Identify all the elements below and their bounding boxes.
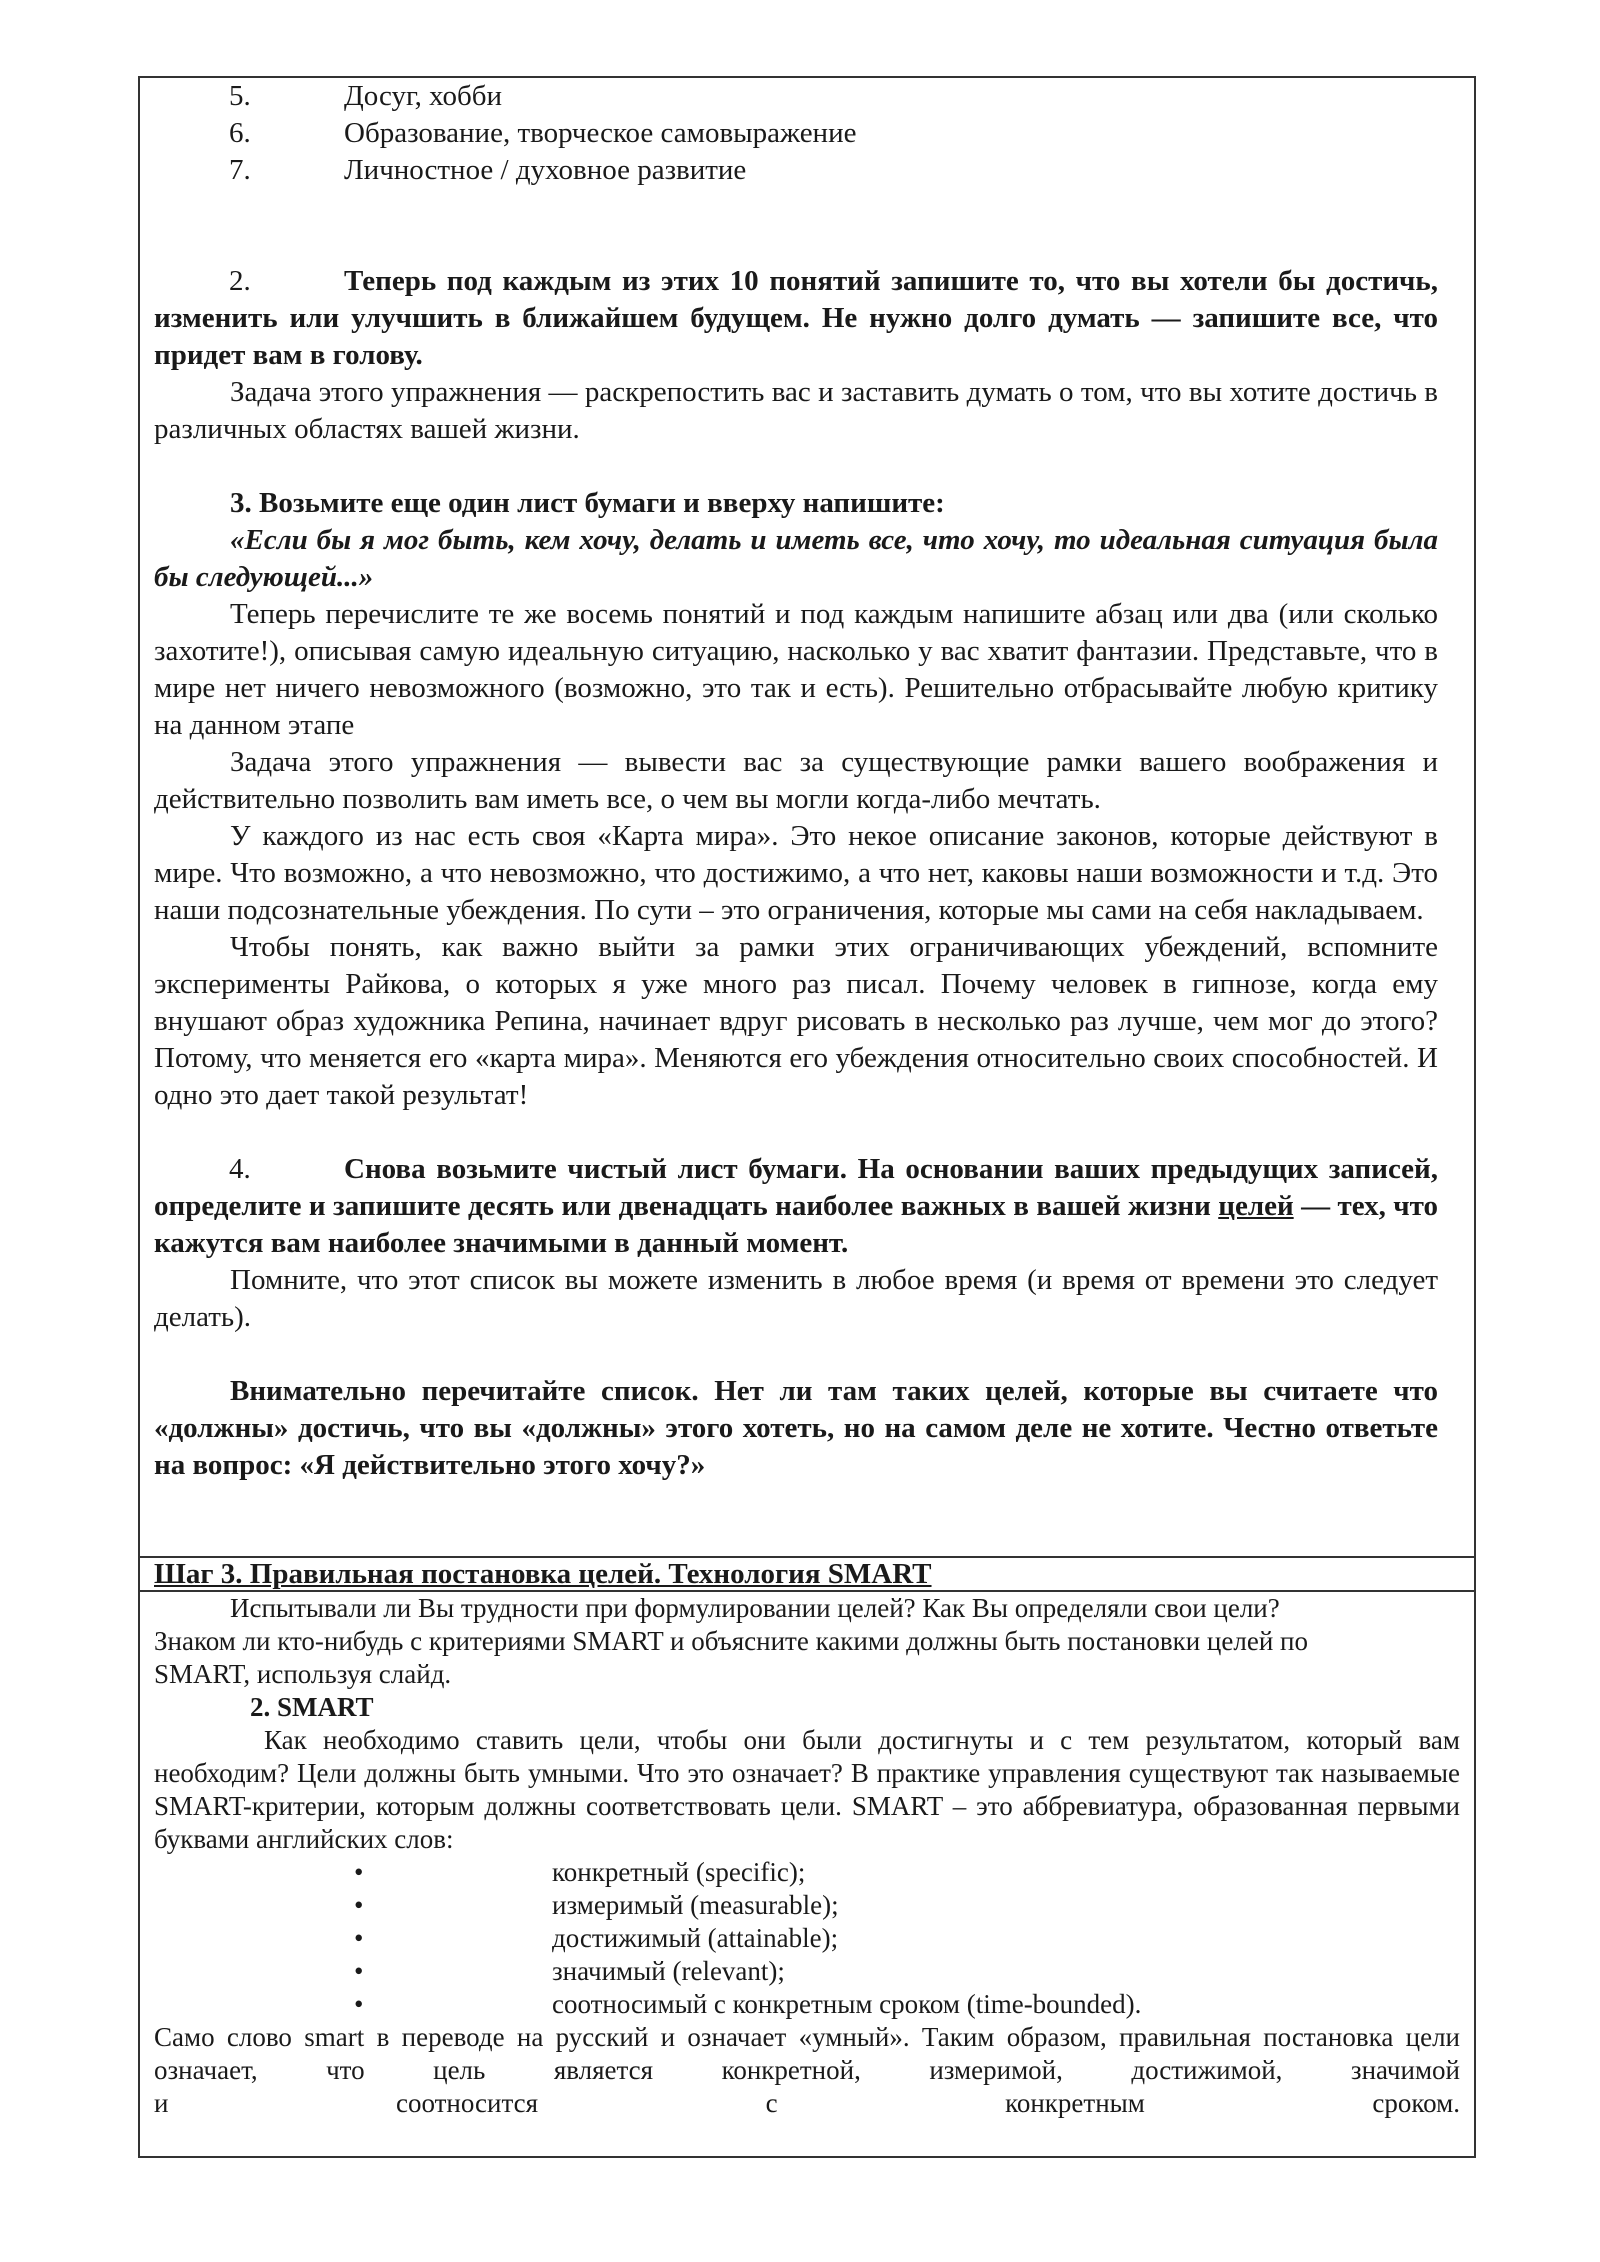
- step-3-paragraph-2: Задача этого упражнения — вывести вас за существующие рамки вашего воображения и действительно позволить вам иметь все, о чем вы могли когда-либо мечтать.: [154, 746, 1438, 815]
- bullet-text: измеримый (measurable);: [552, 1890, 839, 1920]
- step-2-paragraph: Задача этого упражнения — раскрепостить вас и заставить думать о том, что вы хотите достичь в различных областях вашей жизни.: [154, 376, 1438, 445]
- list-item: [154, 1988, 1460, 2021]
- list-number: 7.: [229, 154, 251, 186]
- step-3-paragraph-3: У каждого из нас есть своя «Карта мира». Это некое описание законов, которые действуют в мире. Что возможно, а что невозможно, что достижимо, а что нет, каковы наши возможности и т.д. Это наши подсознательные убеждения. По сути – это ограничения, которые мы сами на себя накладываем.: [154, 820, 1438, 926]
- closing-word: соотносится: [396, 2088, 539, 2118]
- smart-subheading: 2. SMART: [250, 1692, 374, 1722]
- step-3-heading: 3. Возьмите еще один лист бумаги и вверху напишите:: [230, 487, 945, 519]
- final-question: Внимательно перечитайте список. Нет ли там таких целей, которые вы считаете что «должны» достичь, что вы «должны» этого хотеть, но на самом деле не хотите. Честно ответьте на вопрос: «Я действительно этого хочу?»: [154, 1375, 1438, 1481]
- list-item: [154, 78, 1438, 115]
- step-4-instruction: [154, 1151, 1438, 1262]
- bullet-text: значимый (relevant);: [552, 1956, 785, 1986]
- bullet-icon: •: [354, 1857, 364, 1887]
- bullet-text: соотносимый с конкретным сроком (time-bounded).: [552, 1989, 1142, 2019]
- list-number: 6.: [229, 117, 251, 149]
- bullet-icon: •: [354, 1989, 364, 2019]
- bullet-text: достижимый (attainable);: [552, 1923, 839, 1953]
- closing-word: с: [765, 2088, 778, 2118]
- step-number: 2.: [229, 265, 251, 297]
- smart-paragraph: Как необходимо ставить цели, чтобы они были достигнуты и с тем результатом, который вам необходим? Цели должны быть умными. Что это означает? В практике управления существуют так называемые SMART-критерии, которым должны соответствовать цели. SMART – это аббревиатура, образованная первыми буквами английских слов:: [154, 1725, 1460, 1854]
- document-frame: [138, 76, 1476, 2158]
- bullet-icon: •: [354, 1923, 364, 1953]
- step-number: 4.: [229, 1153, 251, 1185]
- step-4-paragraph: Помните, что этот список вы можете изменить в любое время (и время от времени это следует делать).: [154, 1264, 1438, 1333]
- list-number: 5.: [229, 80, 251, 112]
- step-3-quote: «Если бы я мог быть, кем хочу, делать и иметь все, что хочу, то идеальная ситуация была бы следующей...»: [154, 524, 1438, 593]
- bullet-text: конкретный (specific);: [552, 1857, 806, 1887]
- smart-closing: Само слово smart в переводе на русский и означает «умный». Таким образом, правильная постановка цели означает, что цель является конкретной, измеримой, достижимой, значимой: [154, 2022, 1460, 2085]
- closing-word: и: [154, 2088, 169, 2118]
- step-2-text: Теперь под каждым из этих 10 понятий запишите то, что вы хотели бы достичь, изменить или улучшить в ближайшем будущем. Не нужно долго думать — запишите все, что придет вам в голову.: [154, 265, 1438, 371]
- bullet-icon: •: [354, 1956, 364, 1986]
- list-item: [154, 152, 1438, 189]
- smart-section: [140, 1592, 1474, 2156]
- smart-intro: Испытывали ли Вы трудности при формулировании целей? Как Вы определяли свои цели? Знаком ли кто-нибудь с критериями SMART и объясните какими должны быть постановки целей по SMART, используя слайд.: [154, 1593, 1308, 1689]
- closing-word: конкретным: [1005, 2088, 1145, 2118]
- list-item: [154, 1955, 1460, 1988]
- list-text: Личностное / духовное развитие: [344, 154, 747, 186]
- step-4-text-b: — тех, что кажутся вам наиболее значимыми в данный момент.: [154, 1190, 1438, 1259]
- list-item: [154, 1856, 1460, 1889]
- bullet-icon: •: [354, 1890, 364, 1920]
- list-item: [154, 115, 1438, 152]
- closing-word: сроком.: [1372, 2088, 1460, 2118]
- smart-closing-last-line: [154, 2087, 1460, 2120]
- list-item: [154, 1889, 1460, 1922]
- step-4-text-a: Снова возьмите чистый лист бумаги. На основании ваших предыдущих записей, определите и запишите десять или двенадцать наиболее важных в вашей жизни: [154, 1153, 1438, 1222]
- list-item: [154, 1922, 1460, 1955]
- list-text: Образование, творческое самовыражение: [344, 117, 857, 149]
- step-3-paragraph-4: Чтобы понять, как важно выйти за рамки этих ограничивающих убеждений, вспомните эксперименты Райкова, о которых я уже много раз писал. Почему человек в гипнозе, когда ему внушают образ художника Репина, начинает вдруг рисовать в несколько раз лучше, чем мог до этого? Потому, что меняется его «карта мира». Меняются его убеждения относительно своих способностей. И одно это дает такой результат!: [154, 931, 1438, 1111]
- step-3-paragraph-1: Теперь перечислите те же восемь понятий и под каждым напишите абзац или два (или сколько захотите!), описывая самую идеальную ситуацию, насколько у вас хватит фантазии. Представьте, что в мире нет ничего невозможного (возможно, это так и есть). Решительно отбрасывайте любую критику на данном этапе: [154, 598, 1438, 741]
- step-4-underlined: целей: [1218, 1190, 1294, 1222]
- section-heading: Шаг 3. Правильная постановка целей. Технология SMART: [154, 1558, 932, 1590]
- step-2-instruction: [154, 263, 1438, 374]
- exercise-section: [140, 78, 1474, 1558]
- section-heading-row: [140, 1558, 1474, 1592]
- list-text: Досуг, хобби: [344, 80, 503, 112]
